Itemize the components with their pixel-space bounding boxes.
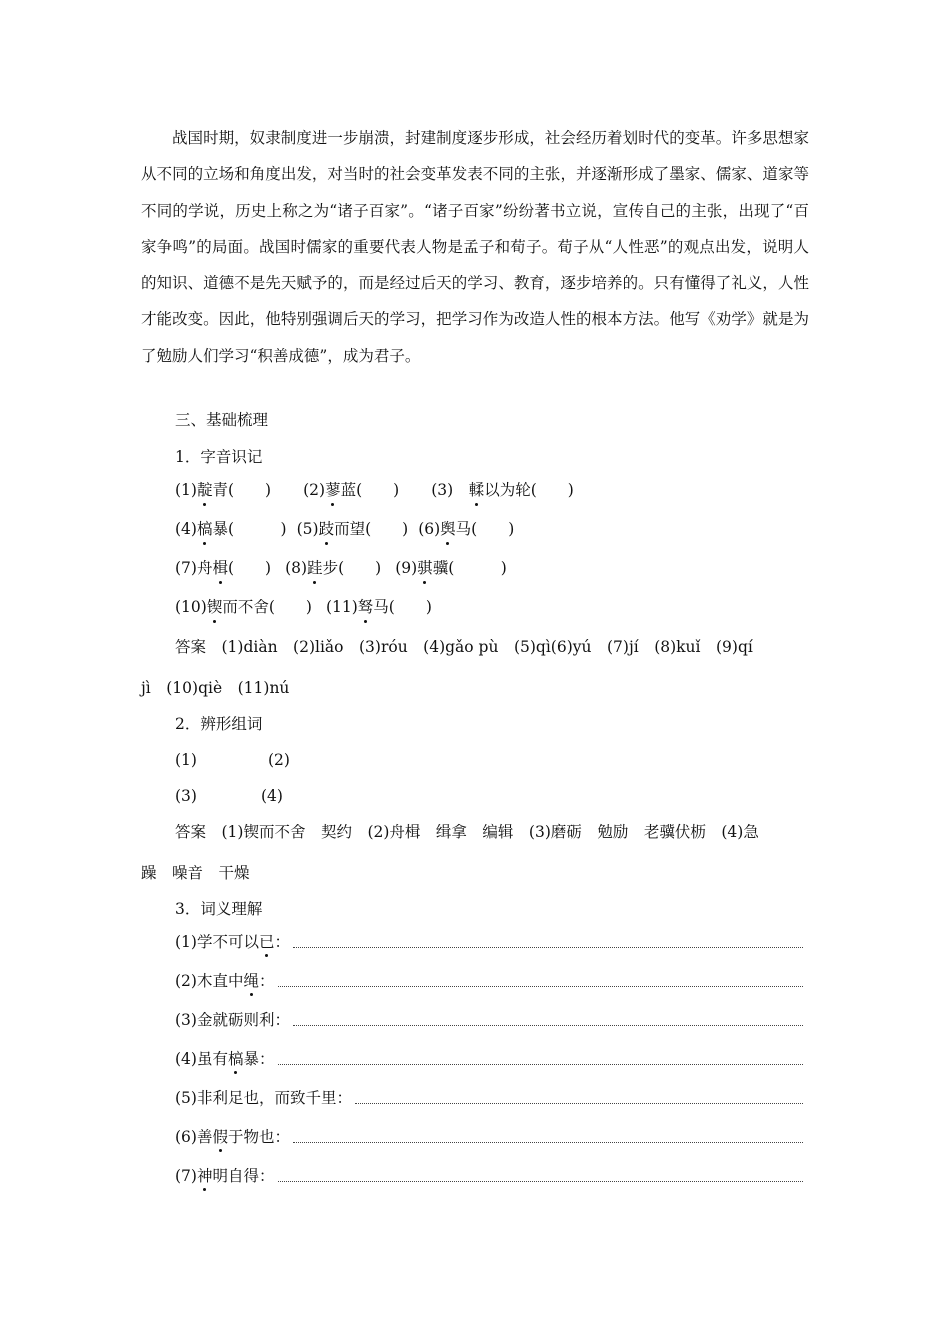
dotted-char: 舆 xyxy=(440,520,456,538)
item-post: 马( ) xyxy=(455,520,515,538)
dotted-char: 槁 xyxy=(196,520,213,538)
item-post: 而不舍( ) xyxy=(222,598,312,616)
dotted-char: 神 xyxy=(197,1164,213,1186)
s2-item-1: (1) xyxy=(175,751,197,769)
dotted-char: 輮 xyxy=(468,481,485,499)
item-num: (7) xyxy=(175,559,197,577)
dotted-char: 驽 xyxy=(357,598,374,616)
s1-item-2 xyxy=(303,481,399,499)
s1-item-1 xyxy=(175,481,271,499)
item-label xyxy=(175,969,275,991)
answer-blank[interactable] xyxy=(278,1064,803,1065)
item-label xyxy=(175,1164,275,1186)
item-label xyxy=(175,1008,290,1030)
s1-row-1 xyxy=(175,479,574,501)
intro-paragraph: 战国时期，奴隶制度进一步崩溃，封建制度逐步形成，社会经历着划时代的变革。许多思想家从不同的立场和角度出发，对当时的社会变革发表不同的主张，并逐渐形成了墨家、儒家、道家等不同的学说，历史上称之为“诸子百家”。“诸子百家”纷纷著书立说，宣传自己的主张，出现了“百家争鸣”的局面。战国时儒家的重要代表人物是孟子和荀子。荀子从“人性恶”的观点出发，说明人的知识、道德不是先天赋予的，而是经过后天的学习、教育，逐步培养的。只有懂得了礼义，人性才能改变。因此，他特别强调后天的学习，把学习作为改造人性的根本方法。他写《劝学》就是为了勉励人们学习“积善成德”，成为君子。 xyxy=(141,129,809,365)
item-post: 于物也： xyxy=(228,1128,291,1146)
s3-item-3 xyxy=(175,1008,803,1030)
item-label xyxy=(175,1086,352,1108)
s1-item-10 xyxy=(175,598,312,616)
item-label xyxy=(175,1125,290,1147)
s2-title: 2．辨形组词 xyxy=(175,715,263,733)
item-num: (5) xyxy=(296,520,319,538)
item-post: 蓝( ) xyxy=(340,481,400,499)
item-num: (3) xyxy=(175,1011,197,1029)
s1-row-2 xyxy=(175,518,514,540)
dotted-char: 假 xyxy=(212,1125,228,1147)
item-num: (4) xyxy=(175,520,197,538)
item-post: ： xyxy=(274,1011,290,1029)
item-pre: 舟 xyxy=(196,559,213,577)
dotted-char: 跂 xyxy=(318,520,335,538)
item-post: 暴： xyxy=(243,1050,275,1068)
s3-item-5 xyxy=(175,1086,803,1108)
s1-item-6 xyxy=(418,520,514,538)
s1-item-4 xyxy=(175,520,287,538)
item-post: ： xyxy=(336,1089,352,1107)
s1-answer-line-2: jì (10)qiè (11)nú xyxy=(141,679,290,697)
dotted-char: 绳 xyxy=(243,969,259,991)
item-pre: 木直中 xyxy=(196,972,244,990)
s1-row-4 xyxy=(175,596,432,618)
item-post: ： xyxy=(259,972,275,990)
item-post: 骥( ) xyxy=(432,559,507,577)
s2-item-4: (4) xyxy=(260,787,283,805)
dotted-char: 已 xyxy=(259,930,275,952)
answer-blank[interactable] xyxy=(293,1025,803,1026)
answer-blank[interactable] xyxy=(278,1181,804,1182)
item-post: ( ) xyxy=(228,559,272,577)
s3-title: 3．词义理解 xyxy=(175,900,263,918)
dotted-char: 蓼 xyxy=(325,481,341,499)
answer-blank[interactable] xyxy=(355,1103,803,1104)
dotted-char: 楫 xyxy=(212,559,228,577)
item-num: (5) xyxy=(175,1089,197,1107)
answer-blank[interactable] xyxy=(278,986,803,987)
item-pre: 学不可以 xyxy=(196,933,259,951)
item-post: 青( ) xyxy=(212,481,272,499)
dotted-char: 槁 xyxy=(228,1047,244,1069)
s1-answer-line-1: 答案 (1)diàn (2)liǎo (3)róu (4)gǎo pù (5)qì(6)yú (7)jí (8)kuǐ (9)qí xyxy=(175,638,753,656)
s3-item-7 xyxy=(175,1164,803,1186)
s1-item-5 xyxy=(297,520,409,538)
item-num: (1) xyxy=(175,933,197,951)
item-num: (9) xyxy=(395,559,418,577)
s2-item-3: (3) xyxy=(175,787,197,805)
s2-row-1 xyxy=(175,749,290,771)
item-pre: 非利足也，而致千里 xyxy=(196,1089,337,1107)
dotted-char: 锲 xyxy=(206,598,223,616)
s3-item-1 xyxy=(175,930,803,952)
item-num: (10) xyxy=(175,598,207,616)
dotted-char: 跬 xyxy=(307,559,323,577)
s1-title: 1．字音识记 xyxy=(175,448,263,466)
dotted-char: 骐 xyxy=(417,559,433,577)
item-post: ： xyxy=(274,933,291,951)
s3-item-4 xyxy=(175,1047,803,1069)
item-label xyxy=(175,930,290,952)
item-pre: 金就砺则利 xyxy=(196,1011,275,1029)
item-pre: 善 xyxy=(196,1128,213,1146)
s3-item-6 xyxy=(175,1125,803,1147)
item-pre xyxy=(453,481,469,499)
item-num: (6) xyxy=(175,1128,197,1146)
s2-answer-line-2: 躁 噪音 干燥 xyxy=(141,864,250,882)
s1-item-8 xyxy=(285,559,381,577)
item-post: 而望( ) xyxy=(334,520,409,538)
item-post: 明自得： xyxy=(212,1167,275,1185)
item-num: (7) xyxy=(175,1167,197,1185)
item-pre: 虽有 xyxy=(196,1050,228,1068)
s1-item-11 xyxy=(326,598,432,616)
s2-answer-line-1: 答案 (1)锲而不舍 契约 (2)舟楫 缉拿 编辑 (3)磨砺 勉励 老骥伏枥 (4)急 xyxy=(175,823,759,841)
s2-item-2: (2) xyxy=(267,751,290,769)
item-num: (4) xyxy=(175,1050,197,1068)
item-post: 暴( ) xyxy=(212,520,287,538)
item-label xyxy=(175,1047,275,1069)
item-num: (1) xyxy=(175,481,197,499)
item-num: (6) xyxy=(418,520,441,538)
item-post: 马( ) xyxy=(373,598,432,616)
item-num: (11) xyxy=(325,598,358,616)
item-num: (2) xyxy=(303,481,326,499)
item-post: 步( ) xyxy=(322,559,382,577)
s2-row-2 xyxy=(175,785,283,807)
s3-item-2 xyxy=(175,969,803,991)
answer-blank[interactable] xyxy=(293,947,803,948)
s1-item-3 xyxy=(431,481,574,499)
s1-item-9 xyxy=(395,559,507,577)
section-heading: 三、基础梳理 xyxy=(175,411,269,429)
item-num: (8) xyxy=(285,559,308,577)
dotted-char: 靛 xyxy=(196,481,213,499)
s1-row-3 xyxy=(175,557,507,579)
answer-blank[interactable] xyxy=(293,1142,803,1143)
s1-item-7 xyxy=(175,559,271,577)
item-num: (3) xyxy=(431,481,454,499)
item-num: (2) xyxy=(175,972,197,990)
item-post: 以为轮( ) xyxy=(484,481,574,499)
